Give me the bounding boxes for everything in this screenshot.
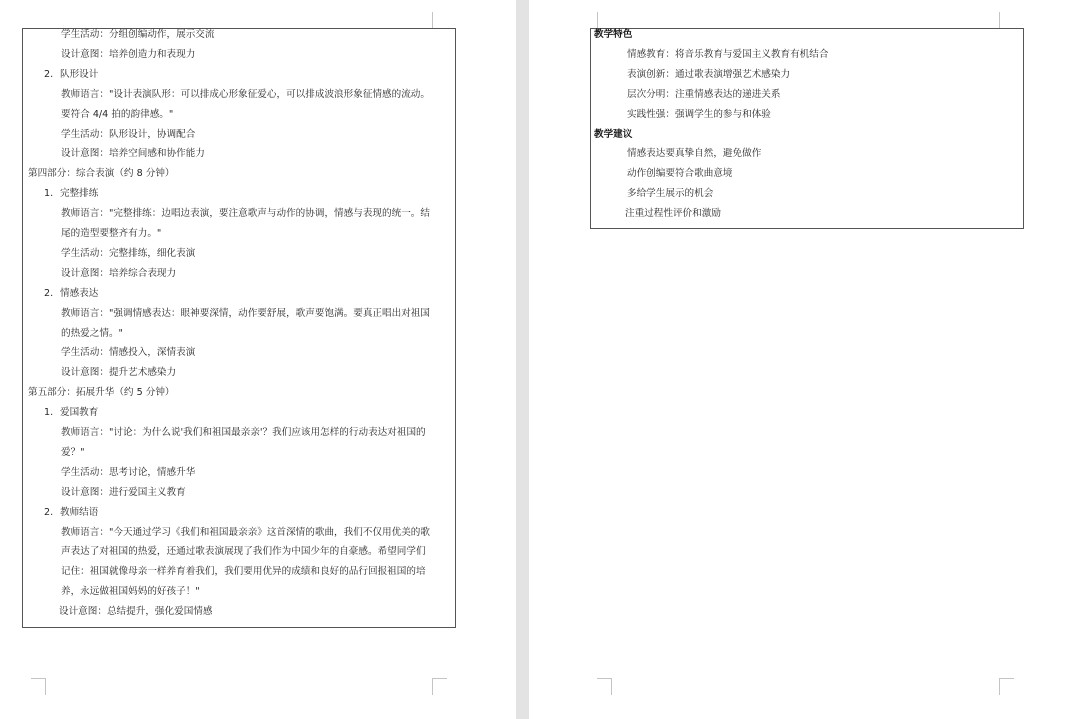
teaching-notes-text-box[interactable] xyxy=(590,28,1024,229)
text-line: 养，永远做祖国妈妈的好孩子！" xyxy=(61,586,200,598)
text-line: 的热爱之情。" xyxy=(61,327,123,339)
page-gutter xyxy=(516,0,529,719)
text-line: 情感表达 xyxy=(60,287,99,299)
text-line: 设计意图：培养创造力和表现力 xyxy=(61,48,196,60)
text-line: 注重过程性评价和激励 xyxy=(625,208,721,220)
section-heading: 教学特色 xyxy=(594,29,633,40)
crop-mark xyxy=(31,678,46,695)
text-line: 学生活动：队形设计，协调配合 xyxy=(61,128,196,140)
text-line: 学生活动：思考讨论，情感升华 xyxy=(61,466,196,478)
text-line: 表演创新：通过歌表演增强艺术感染力 xyxy=(627,68,791,80)
text-line: 层次分明：注重情感表达的递进关系 xyxy=(627,88,781,100)
text-line: 情感表达要真挚自然，避免做作 xyxy=(627,148,762,160)
text-line: 队形设计 xyxy=(60,68,99,80)
text-line: 实践性强：强调学生的参与和体验 xyxy=(627,108,771,120)
text-line: 学生活动：完整排练，细化表演 xyxy=(61,247,196,259)
text-line: 情感教育：将音乐教育与爱国主义教育有机结合 xyxy=(627,48,829,60)
lesson-plan-text-box[interactable] xyxy=(22,28,456,628)
crop-mark xyxy=(597,678,612,695)
text-line: 教师语言："强调情感表达：眼神要深情，动作要舒展，歌声要饱满。要真正唱出对祖国 xyxy=(61,307,430,319)
text-line: 第五部分：拓展升华（约 5 分钟） xyxy=(28,387,175,399)
crop-mark xyxy=(418,12,433,28)
text-line: 爱国教育 xyxy=(60,407,99,419)
list-number: 1. xyxy=(44,407,54,419)
list-number: 2. xyxy=(44,68,54,80)
text-line: 设计意图：总结提升，强化爱国情感 xyxy=(59,606,213,618)
document-page-left xyxy=(0,0,516,719)
text-line: 要符合 4/4 拍的韵律感。" xyxy=(61,108,174,120)
text-line: 设计意图：培养空间感和协作能力 xyxy=(61,148,205,160)
text-line: 设计意图：提升艺术感染力 xyxy=(61,367,177,379)
text-line: 完整排练 xyxy=(60,188,99,200)
text-line: 设计意图：培养综合表现力 xyxy=(61,267,177,279)
text-line: 学生活动：情感投入，深情表演 xyxy=(61,347,196,359)
text-line: 学生活动：分组创编动作，展示交流 xyxy=(61,29,215,40)
text-line: 第四部分：综合表演（约 8 分钟） xyxy=(28,168,175,180)
text-line: 教师语言："设计表演队形：可以排成心形象征爱心，可以排成波浪形象征情感的流动。 xyxy=(61,88,430,100)
document-page-right xyxy=(529,0,1080,719)
text-line: 多给学生展示的机会 xyxy=(627,188,714,200)
crop-mark xyxy=(999,678,1014,695)
text-line: 声表达了对祖国的热爱，还通过歌表演展现了我们作为中国少年的自豪感。希望同学们 xyxy=(61,546,426,558)
text-line: 设计意图：进行爱国主义教育 xyxy=(61,486,186,498)
list-number: 2. xyxy=(44,287,54,299)
text-line: 动作创编要符合歌曲意境 xyxy=(627,168,733,180)
crop-mark xyxy=(999,12,1014,28)
crop-mark xyxy=(432,678,447,695)
list-number: 1. xyxy=(44,188,54,200)
crop-mark xyxy=(583,12,598,28)
text-line: 教师语言："今天通过学习《我们和祖国最亲亲》这首深情的歌曲，我们不仅用优美的歌 xyxy=(61,526,430,538)
text-line: 教师语言："完整排练：边唱边表演，要注意歌声与动作的协调，情感与表现的统一。结 xyxy=(61,208,430,220)
text-line: 记住：祖国就像母亲一样养育着我们，我们要用优异的成绩和良好的品行回报祖国的培 xyxy=(61,566,426,578)
text-line: 尾的造型要整齐有力。" xyxy=(61,228,162,239)
text-line: 教师语言："讨论：为什么说'我们和祖国最亲亲'？我们应该用怎样的行动表达对祖国的 xyxy=(61,427,426,438)
section-heading: 教学建议 xyxy=(594,128,633,140)
list-number: 2. xyxy=(44,506,54,518)
text-line: 教师结语 xyxy=(60,506,99,518)
text-line: 爱？" xyxy=(61,446,85,458)
